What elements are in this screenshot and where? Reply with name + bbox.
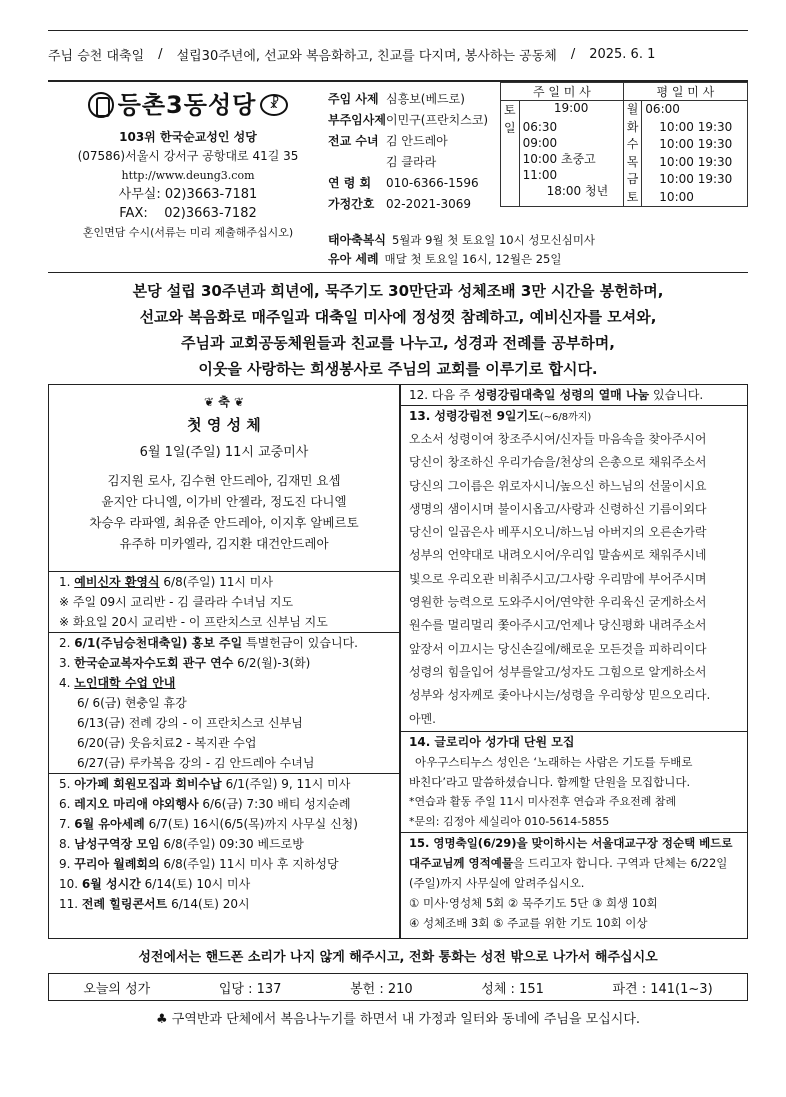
item-heading: 6/1(주님승천대축일) 홍보 주일	[74, 636, 243, 650]
item-text: 6/2(월)-3(화)	[233, 656, 311, 670]
weekday-time: 10:00 19:30	[659, 119, 733, 134]
mission-line: 선교와 복음화로 매주일과 대축일 미사에 정성껏 참례하고, 예비신자를 모셔와,	[139, 308, 657, 326]
staff-name: 010-6366-1596	[386, 175, 479, 190]
item-number: 5.	[59, 777, 71, 791]
item-heading: 전례 힐링콘서트	[81, 897, 168, 911]
notice-item	[49, 834, 399, 854]
hymn-offertory: 봉헌 : 210	[350, 981, 413, 997]
item-number: 2.	[59, 636, 71, 650]
staff-row	[328, 193, 500, 214]
notice-key: 태아축복식	[328, 233, 386, 247]
staff-role: 가정간호	[328, 197, 375, 211]
staff-name: 이민구(프란치스코)	[386, 113, 489, 127]
mission-line: 이웃을 사랑하는 희생봉사로 주님의 교회를 이루기로 합시다.	[198, 360, 598, 378]
prayer-line: 생명의 샘이시며 불이시옵고/사랑과 신령하신 기름이외다	[409, 501, 707, 516]
notice-item-14	[401, 732, 747, 752]
notice-item	[49, 633, 399, 653]
weekday-mass-heading: 평 일 미 사	[623, 83, 747, 101]
prayer-line: 원수를 멀리멀리 쫓아주시고/언제나 당신평화 내려주소서	[409, 618, 707, 633]
sat-time: 19:00	[519, 101, 623, 120]
item-heading: 성령강림대축일 성령의 열매 나눔	[474, 388, 650, 402]
weekday-time: 10:00 19:30	[659, 172, 733, 186]
celebration-badge: 축	[218, 395, 230, 409]
item-heading: 15. 영명축일(6/29)을 맞이하시는 서울대교구장 정순택 베드로 대주교님께 영적예물	[409, 835, 733, 870]
sat-label: 토	[501, 101, 520, 120]
item-heading: 14. 글로리아 성가대 단원 모집	[409, 734, 575, 749]
item-heading: 한국순교복자수도회 관구 연수	[74, 656, 234, 670]
hymn-label: 오늘의 성가	[83, 981, 151, 997]
notice-sub: ※ 화요일 20시 교리반 - 이 프란치스코 신부님 지도	[59, 615, 328, 629]
weekday-time: 10:00 19:30	[659, 137, 733, 151]
parish-info	[48, 88, 328, 242]
item-text: (~6/8까지)	[539, 412, 592, 423]
notice-item	[49, 814, 399, 834]
weekday-time: 10:00	[659, 189, 694, 204]
notice-item	[49, 572, 399, 592]
staff-row	[328, 130, 500, 151]
office-phone: 사무실: 02)3663-7181	[118, 187, 258, 202]
notice-sub: 6/20(금) 웃음치료2 - 복지관 수업	[77, 736, 257, 750]
weekday-times	[642, 101, 748, 207]
feast-name: 주님 승천 대축일	[48, 48, 145, 64]
sun-times	[519, 119, 623, 206]
communion-title: 첫 영 성 체	[187, 416, 261, 434]
notice-item-12	[401, 385, 747, 405]
weekday-label: 수	[626, 137, 639, 151]
office-fax: FAX: 02)3663-7182	[119, 206, 257, 221]
prayer-line: 영원한 능력으로 도와주시어/연약한 우리육신 굳게하소서	[409, 595, 707, 610]
weekday-label: 월	[626, 102, 639, 116]
item-text: 6/6(금) 7:30 배티 성지순례	[198, 797, 351, 811]
item-text: 6/8(주일) 11시 미사	[159, 575, 273, 589]
item-heading: 6월 유아세례	[74, 817, 145, 831]
notice-item-15	[401, 833, 747, 893]
staff-role: 전교 수녀	[328, 134, 379, 148]
sun-time: 18:00 청년	[546, 184, 609, 199]
item-text: 6/14(토) 10시 미사	[140, 877, 251, 891]
item-number: 6.	[59, 797, 71, 811]
notice-sub: 6/13(금) 전례 강의 - 이 프란치스코 신부님	[77, 716, 303, 730]
mission-statement	[48, 278, 748, 382]
option-line: ① 미사·영성체 5회 ② 묵주기도 5단 ③ 희생 10회	[409, 895, 658, 910]
item-number: 11.	[59, 897, 79, 911]
hymn-entry: 입당 : 137	[218, 981, 282, 997]
notice-sub: 6/ 6(금) 현충일 휴강	[77, 696, 187, 710]
notice-sub: 6/27(금) 루카복음 강의 - 김 안드레아 수녀님	[77, 756, 315, 770]
notice-value: 매달 첫 토요일 16시, 12월은 25일	[384, 251, 562, 266]
mass-schedule	[500, 82, 748, 207]
sunday-mass-heading: 주 일 미 사	[501, 83, 624, 101]
weekday-label: 화	[626, 119, 639, 134]
sacrament-notices	[328, 230, 748, 268]
notice-key: 유아 세례	[328, 252, 379, 266]
staff-name: 02-2021-3069	[386, 196, 472, 211]
item-heading: 꾸리아 월례회의	[74, 857, 160, 871]
weekday-time: 06:00	[645, 102, 680, 116]
bulletin-date: 2025. 6. 1	[589, 46, 656, 62]
choir-text: *문의: 김정아 세실리아 010-5614-5855	[409, 814, 610, 828]
prayer-line: 빛으로 우리오관 비춰주시고/그사랑 우리맘에 부어주시며	[409, 571, 707, 586]
choir-text: 바친다’라고 말씀하셨습니다. 함께할 단원을 모집합니다.	[409, 774, 691, 789]
item-number: 4.	[59, 676, 71, 690]
notice-item	[49, 653, 399, 673]
weekday-label: 금	[626, 172, 639, 186]
mission-line: 주님과 교회공동체원들과 친교를 나누고, 성경과 전례를 공부하며,	[181, 334, 615, 352]
notice-row	[328, 230, 748, 249]
item-heading: 예비신자 환영식	[74, 575, 160, 589]
marriage-notice: 혼인면담 수시(서류는 미리 제출해주십시오)	[82, 226, 294, 239]
slash-1: /	[158, 46, 163, 62]
option-line: ④ 성체조배 3회 ⑤ 주교를 위한 기도 10회 이상	[409, 915, 648, 930]
weekday-label: 토	[626, 189, 639, 204]
item-number: 1.	[59, 575, 71, 589]
staff-name: 김 클라라	[386, 155, 437, 169]
item-text: 6/8(주일) 09:30 베드로방	[159, 837, 304, 851]
item-heading: 남성구역장 모임	[74, 837, 160, 851]
weekday-time: 10:00 19:30	[659, 154, 733, 169]
sun-time: 10:00 초중고	[522, 152, 596, 167]
prayer-line: 당신이 창조하신 우리가슴을/천상의 은총으로 채워주소서	[409, 455, 707, 470]
name-line: 차승우 라파엘, 최유준 안드레아, 이지후 알베르토	[89, 515, 359, 530]
prayer-line: 당신의 그이름은 위로자시니/높으신 하느님의 선물이시요	[409, 478, 707, 493]
first-communion	[49, 385, 399, 571]
top-bar	[48, 34, 748, 74]
prayer-line: 성령의 힘을입어 성부를알고/성자도 그힘으로 알게하소서	[409, 664, 707, 679]
notice-item	[49, 894, 399, 914]
parish-address: (07586)서울시 강서구 공항대로 41길 35	[77, 149, 299, 163]
sun-time: 09:00	[522, 136, 558, 151]
prayer-line: 당신이 일곱은사 베푸시오니/하느님 아버지의 오른손가락	[409, 525, 707, 540]
item-number: 8.	[59, 837, 71, 851]
weekday-label: 목	[626, 154, 639, 169]
sun-label: 일	[501, 119, 520, 206]
left-column	[48, 384, 400, 939]
parish-name: 등촌3동성당	[117, 90, 257, 119]
staff-row	[328, 151, 500, 172]
phone-warning: 성전에서는 핸드폰 소리가 나지 않게 해주시고, 전화 통화는 성전 밖으로 나가서 해주십시오	[138, 950, 658, 965]
parish-logo	[48, 88, 328, 122]
item-text: 6/14(토) 20시	[167, 897, 250, 911]
item-heading: 아가페 회원모집과 회비수납	[74, 777, 222, 791]
notice-sub: ※ 주일 09시 교리반 - 김 클라라 수녀님 지도	[59, 595, 294, 609]
parish-emblem-icon	[88, 92, 114, 118]
item-number: 9.	[59, 857, 71, 871]
prayer-line: 앞장서 이끄시는 당신손길에/해로운 모든것을 피하리이다	[409, 641, 707, 656]
staff-role: 부주임사제	[328, 113, 386, 127]
weekday-labels	[623, 101, 642, 207]
item-heading: 레지오 마리애 야외행사	[74, 797, 199, 811]
item-number: 3.	[59, 656, 71, 670]
staff-role: 주임 사제	[328, 92, 379, 106]
item-heading: 6월 성시간	[81, 877, 141, 891]
name-line: 윤지안 다니엘, 이가비 안젤라, 정도진 다니엘	[101, 494, 347, 509]
item-number: 7.	[59, 817, 71, 831]
item-text: 6/8(주일) 11시 미사 후 지하성당	[159, 857, 339, 871]
choir-text: *연습과 활동 주일 11시 미사전후 연습과 주요전례 참례	[409, 794, 677, 808]
footer-message: ♣ 구역반과 단체에서 복음나누기를 하면서 내 가정과 일터와 동네에 주님을 모십시다.	[155, 1012, 641, 1027]
name-line: 김지원 로사, 김수현 안드레아, 김재민 요셉	[107, 473, 341, 488]
prayer-line: 성부와 성자께로 좇아나시는/성령을 우리항상 믿으오리다.	[409, 688, 711, 703]
staff-name: 심흥보(베드로)	[386, 92, 465, 106]
notice-item	[49, 794, 399, 814]
hymn-bar	[48, 973, 748, 1001]
communicant-names	[49, 470, 399, 554]
item-text: 6/1(주일) 9, 11시 미사	[221, 777, 351, 791]
item-heading: 13. 성령강림전 9일기도	[409, 409, 540, 423]
staff-row	[328, 109, 500, 130]
pentecost-prayer	[401, 428, 747, 731]
notice-item	[49, 673, 399, 693]
prayer-line: 아멘.	[409, 711, 436, 726]
motto: 설립30주년에, 선교와 복음화하고, 친교를 다지며, 봉사하는 공동체	[176, 48, 557, 64]
parish-url[interactable]: http://www.deung3.com	[121, 169, 255, 182]
sun-time: 06:30	[522, 120, 558, 135]
hymn-dismissal: 파견 : 141(1~3)	[612, 981, 713, 997]
notice-item	[49, 874, 399, 894]
choir-text: 아우구스티누스 성인은 ‘노래하는 사람은 기도를 두배로	[415, 754, 693, 769]
notice-item	[49, 774, 399, 794]
item-text: 특별헌금이 있습니다.	[242, 636, 358, 650]
prayer-line: 성부의 언약대로 내려오시어/우리입 말솜씨로 채워주시네	[409, 548, 707, 563]
notice-row	[328, 249, 748, 268]
parish-subtitle: 103위 한국순교성인 성당	[119, 130, 257, 144]
name-line: 유주하 미카엘라, 김지환 대건안드레아	[119, 536, 329, 551]
staff-list	[328, 88, 500, 214]
item-number: 10.	[59, 877, 79, 891]
item-text: 6/7(토) 16시(6/5(목)까지 사무실 신청)	[144, 817, 358, 831]
mission-line: 본당 설립 30주년과 희년에, 묵주기도 30만단과 성체조배 3만 시간을 봉헌하며,	[132, 282, 664, 300]
communion-time: 6월 1일(주일) 11시 교중미사	[139, 445, 309, 460]
right-column	[400, 384, 748, 939]
item-heading: 노인대학 수업 안내	[74, 676, 176, 690]
hymn-communion: 성체 : 151	[481, 981, 544, 997]
notice-value: 5월과 9월 첫 토요일 10시 성모신심미사	[391, 232, 596, 247]
item-text: 있습니다.	[649, 388, 704, 402]
chi-rho-icon: ☧	[260, 94, 288, 116]
staff-row	[328, 88, 500, 109]
notice-item-13	[401, 406, 747, 428]
slash-2: /	[570, 46, 576, 62]
notice-item	[49, 854, 399, 874]
sun-time: 11:00	[522, 168, 558, 183]
item-text: 을 드리고자 합니다. 구역과 단체는 6/22일(주일)까지 사무실에 알려주십시오.	[409, 855, 728, 890]
staff-role: 연 령 회	[328, 176, 372, 190]
prayer-line: 오소서 성령이여 창조주시여/신자들 마음속을 찾아주시어	[409, 432, 707, 446]
staff-name: 김 안드레아	[386, 134, 448, 148]
item-number: 12. 다음 주	[409, 388, 475, 402]
staff-row	[328, 172, 500, 193]
laurel-icon: ❦ 축 ❦	[203, 395, 245, 409]
